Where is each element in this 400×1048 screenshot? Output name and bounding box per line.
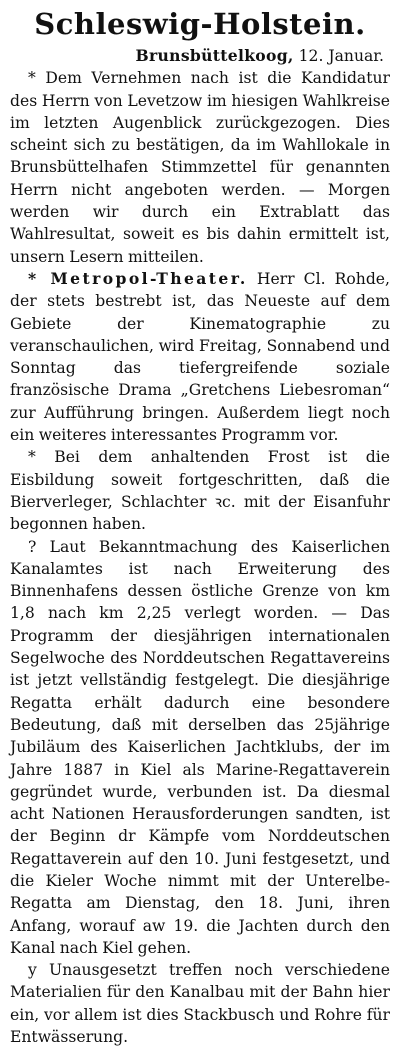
section-headline: Schleswig-Holstein. [34,7,366,41]
article-frost: * Bei dem anhaltenden Frost ist die Eisbildung soweit fortgeschritten, daß die Bierverleger, Schlachter ꝛc. mit der Eisanfuhr begonnen haben. [10,448,390,534]
article-metropol-theater [10,268,390,446]
article-kanalamt-regatta: ? Laut Bekanntmachung des Kaiserlichen Kanalamtes ist nach Erweiterung des Binnenhafens dessen östliche Grenze von km 1,8 nach km 2,25 verlegt worden. — Das Programm der diesjährigen internationalen Segelwoche des Norddeutschen Regattavereins ist jetzt vellständig festgelegt. Die diesjährige Regatta erhält dadurch eine besondere Bedeutung, daß mit derselben das 25jährige Jubiläum des Kaiserlichen Jachtklubs, der im Jahre 1887 in Kiel als Marine-Regattaverein gegründet wurde, verbunden ist. Da diesmal acht Nationen Herausforderungen sandten, ist der Beginn dr Kämpfe vom Norddeutschen Regattaverein auf den 10. Juni festgesetzt, und die Kieler Woche nimmt mit der Unterelbe-Regatta am Dienstag, den 18. Juni, ihren Anfang, worauf aw 19. die Jachten durch den Kanal nach Kiel gehen. [10,537,390,957]
dateline [10,45,390,67]
article-body-metropol: Herr Cl. Rohde, der stets bestrebt ist, das Neueste auf dem Gebiete der Kinematographie zu veranschaulichen, wird Freitag, Sonnabend und Sonntag das tiefergreifende soziale französische Drama „Gretchens Liebesroman“ zur Aufführung bringen. Außerdem liegt noch ein weiteres interessantes Programm vor. [10,269,390,445]
dateline-place: Brunsbüttelkoog, [135,46,294,65]
article-candidacy: * Dem Vernehmen nach ist die Kandidatur des Herrn von Levetzow im hiesigen Wahlkreise im letzten Augenblick zurückgezogen. Dies scheint sich zu bestätigen, da im Wahllokale in Brunsbüttelhafen Stimmzettel für genannten Herrn nicht angeboten werden. — Morgen werden wir durch ein Extrablatt das Wahlresultat, soweit es bis dahin ermittelt ist, unsern Lesern mitteilen. [10,69,390,266]
article-kanalbau: y Unausgesetzt treffen noch verschiedene Materialien für den Kanalbau mit der Bahn hier ein, vor allem ist dies Stackbusch und Rohre für Entwässerung. [10,961,390,1047]
dateline-date: 12. Januar. [298,47,384,65]
article-lead-metropol: * Metropol-Theater. [28,268,248,288]
